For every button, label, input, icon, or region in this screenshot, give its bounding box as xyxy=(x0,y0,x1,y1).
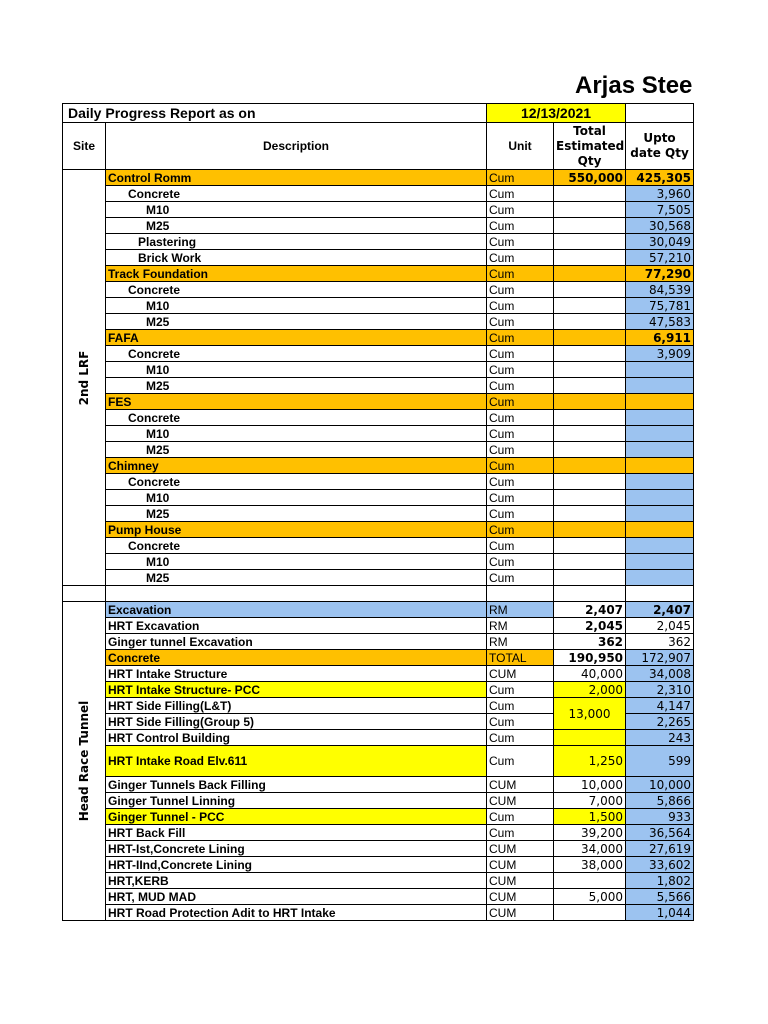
row-upto: 36,564 xyxy=(626,825,694,841)
row-total xyxy=(554,186,626,202)
table-row xyxy=(63,282,694,298)
row-description: HRT Control Building xyxy=(106,730,487,746)
table-row xyxy=(63,378,694,394)
table-row xyxy=(63,298,694,314)
row-unit: Cum xyxy=(487,506,554,522)
row-total: 362 xyxy=(554,634,626,650)
row-unit: Cum xyxy=(487,202,554,218)
row-upto xyxy=(626,394,694,410)
row-upto: 5,866 xyxy=(626,793,694,809)
row-unit: Cum xyxy=(487,538,554,554)
table-row xyxy=(63,394,694,410)
row-description: HRT Back Fill xyxy=(106,825,487,841)
row-description: Control Romm xyxy=(106,170,487,186)
row-upto: 77,290 xyxy=(626,266,694,282)
progress-table xyxy=(62,103,694,921)
row-total xyxy=(554,266,626,282)
row-upto: 2,310 xyxy=(626,682,694,698)
row-description: Brick Work xyxy=(106,250,487,266)
row-upto: 5,566 xyxy=(626,889,694,905)
row-total xyxy=(554,234,626,250)
table-row xyxy=(63,905,694,921)
row-total xyxy=(554,554,626,570)
row-upto: 2,045 xyxy=(626,618,694,634)
table-row xyxy=(63,873,694,889)
row-upto: 172,907 xyxy=(626,650,694,666)
site-label-text: Head Race Tunnel xyxy=(77,700,91,822)
table-row xyxy=(63,841,694,857)
row-total xyxy=(554,426,626,442)
row-upto: 10,000 xyxy=(626,777,694,793)
row-total: 13,000 xyxy=(554,698,626,730)
table-row xyxy=(63,682,694,698)
header-total-estimated: Total Estimated Qty xyxy=(554,123,626,170)
row-upto xyxy=(626,426,694,442)
row-total: 190,950 xyxy=(554,650,626,666)
row-upto: 75,781 xyxy=(626,298,694,314)
table-row xyxy=(63,362,694,378)
row-upto: 425,305 xyxy=(626,170,694,186)
row-total: 10,000 xyxy=(554,777,626,793)
row-upto: 599 xyxy=(626,746,694,777)
row-unit: Cum xyxy=(487,442,554,458)
row-upto: 33,602 xyxy=(626,857,694,873)
row-unit: CUM xyxy=(487,889,554,905)
row-upto xyxy=(626,490,694,506)
table-row xyxy=(63,490,694,506)
row-description: HRT Side Filling(L&T) xyxy=(106,698,487,714)
row-description: FAFA xyxy=(106,330,487,346)
table-row xyxy=(63,330,694,346)
row-unit: Cum xyxy=(487,522,554,538)
row-description: HRT Excavation xyxy=(106,618,487,634)
row-total: 2,407 xyxy=(554,602,626,618)
row-total: 34,000 xyxy=(554,841,626,857)
row-upto: 933 xyxy=(626,809,694,825)
row-description: Ginger tunnel Excavation xyxy=(106,634,487,650)
row-total xyxy=(554,730,626,746)
row-upto: 84,539 xyxy=(626,282,694,298)
table-row xyxy=(63,506,694,522)
row-upto: 57,210 xyxy=(626,250,694,266)
row-upto: 2,265 xyxy=(626,714,694,730)
table-row xyxy=(63,538,694,554)
row-description: Ginger Tunnel - PCC xyxy=(106,809,487,825)
row-total xyxy=(554,298,626,314)
row-total xyxy=(554,202,626,218)
row-upto: 30,049 xyxy=(626,234,694,250)
row-description: Concrete xyxy=(106,186,487,202)
table-row xyxy=(63,570,694,586)
spacer-row xyxy=(63,586,694,602)
table-row xyxy=(63,825,694,841)
table-row xyxy=(63,602,694,618)
row-total: 7,000 xyxy=(554,793,626,809)
table-row xyxy=(63,522,694,538)
row-unit: Cum xyxy=(487,314,554,330)
row-total xyxy=(554,394,626,410)
row-unit: Cum xyxy=(487,730,554,746)
table-row xyxy=(63,730,694,746)
row-total xyxy=(554,474,626,490)
row-upto: 7,505 xyxy=(626,202,694,218)
header-unit: Unit xyxy=(487,123,554,170)
row-description: Plastering xyxy=(106,234,487,250)
row-total xyxy=(554,522,626,538)
report-date: 12/13/2021 xyxy=(487,104,626,123)
table-row xyxy=(63,234,694,250)
row-upto xyxy=(626,410,694,426)
table-row xyxy=(63,346,694,362)
row-upto: 6,911 xyxy=(626,330,694,346)
table-row xyxy=(63,554,694,570)
row-total xyxy=(554,218,626,234)
row-description: HRT Intake Structure- PCC xyxy=(106,682,487,698)
header-site: Site xyxy=(63,123,106,170)
row-total: 1,500 xyxy=(554,809,626,825)
table-row xyxy=(63,666,694,682)
row-total xyxy=(554,490,626,506)
row-unit: CUM xyxy=(487,873,554,889)
row-description: M25 xyxy=(106,314,487,330)
row-upto: 30,568 xyxy=(626,218,694,234)
row-unit: Cum xyxy=(487,362,554,378)
row-description: Concrete xyxy=(106,346,487,362)
report-title: Daily Progress Report as on xyxy=(63,104,487,123)
row-upto: 3,909 xyxy=(626,346,694,362)
row-description: Concrete xyxy=(106,410,487,426)
row-upto: 27,619 xyxy=(626,841,694,857)
row-unit: Cum xyxy=(487,682,554,698)
row-unit: CUM xyxy=(487,793,554,809)
row-total: 2,000 xyxy=(554,682,626,698)
row-upto: 1,802 xyxy=(626,873,694,889)
row-description: Ginger Tunnels Back Filling xyxy=(106,777,487,793)
row-unit: Cum xyxy=(487,490,554,506)
row-upto: 34,008 xyxy=(626,666,694,682)
table-row xyxy=(63,170,694,186)
row-unit: RM xyxy=(487,634,554,650)
table-row xyxy=(63,218,694,234)
row-description: M10 xyxy=(106,554,487,570)
row-unit: Cum xyxy=(487,554,554,570)
row-total xyxy=(554,330,626,346)
row-total: 2,045 xyxy=(554,618,626,634)
table-row xyxy=(63,266,694,282)
row-total: 38,000 xyxy=(554,857,626,873)
row-upto: 2,407 xyxy=(626,602,694,618)
table-row xyxy=(63,809,694,825)
table-row xyxy=(63,650,694,666)
row-unit: Cum xyxy=(487,458,554,474)
row-total xyxy=(554,506,626,522)
table-row xyxy=(63,474,694,490)
row-unit: Cum xyxy=(487,330,554,346)
row-unit: Cum xyxy=(487,266,554,282)
table-row xyxy=(63,634,694,650)
row-description: Concrete xyxy=(106,474,487,490)
table-row xyxy=(63,442,694,458)
row-description: FES xyxy=(106,394,487,410)
report-title-row xyxy=(63,104,694,123)
row-unit: CUM xyxy=(487,777,554,793)
row-description: HRT, MUD MAD xyxy=(106,889,487,905)
row-description: Pump House xyxy=(106,522,487,538)
row-description: Excavation xyxy=(106,602,487,618)
row-total: 39,200 xyxy=(554,825,626,841)
row-unit: Cum xyxy=(487,570,554,586)
row-unit: CUM xyxy=(487,666,554,682)
site-label-lrf xyxy=(63,170,106,586)
row-total xyxy=(554,378,626,394)
row-upto xyxy=(626,442,694,458)
row-unit: Cum xyxy=(487,746,554,777)
row-upto: 4,147 xyxy=(626,698,694,714)
row-description: Track Foundation xyxy=(106,266,487,282)
row-description: HRT Intake Structure xyxy=(106,666,487,682)
row-unit: Cum xyxy=(487,186,554,202)
header-description: Description xyxy=(106,123,487,170)
row-unit: TOTAL xyxy=(487,650,554,666)
row-total: 1,250 xyxy=(554,746,626,777)
header-upto-date: Upto date Qty xyxy=(626,123,694,170)
row-unit: Cum xyxy=(487,298,554,314)
site-label-text: 2nd LRF xyxy=(77,350,91,405)
row-description: M10 xyxy=(106,362,487,378)
row-upto xyxy=(626,378,694,394)
table-row xyxy=(63,202,694,218)
row-total xyxy=(554,346,626,362)
table-row xyxy=(63,793,694,809)
table-row xyxy=(63,426,694,442)
row-unit: Cum xyxy=(487,378,554,394)
row-unit: Cum xyxy=(487,426,554,442)
row-unit: Cum xyxy=(487,698,554,714)
row-upto: 243 xyxy=(626,730,694,746)
site-label-hrt xyxy=(63,602,106,921)
row-description: M25 xyxy=(106,378,487,394)
row-description: M25 xyxy=(106,506,487,522)
row-total: 40,000 xyxy=(554,666,626,682)
row-unit: Cum xyxy=(487,394,554,410)
row-unit: RM xyxy=(487,602,554,618)
row-unit: Cum xyxy=(487,250,554,266)
row-description: Chimney xyxy=(106,458,487,474)
table-row xyxy=(63,458,694,474)
row-total xyxy=(554,873,626,889)
table-row xyxy=(63,250,694,266)
row-upto xyxy=(626,458,694,474)
table-row xyxy=(63,410,694,426)
row-total xyxy=(554,410,626,426)
row-total: 550,000 xyxy=(554,170,626,186)
row-unit: Cum xyxy=(487,170,554,186)
row-description: M10 xyxy=(106,298,487,314)
row-total xyxy=(554,538,626,554)
row-upto: 1,044 xyxy=(626,905,694,921)
row-upto xyxy=(626,554,694,570)
row-total xyxy=(554,570,626,586)
row-total xyxy=(554,905,626,921)
row-description: HRT Side Filling(Group 5) xyxy=(106,714,487,730)
row-description: M25 xyxy=(106,570,487,586)
row-description: Concrete xyxy=(106,282,487,298)
row-description: M25 xyxy=(106,442,487,458)
table-row xyxy=(63,186,694,202)
row-description: HRT-Ist,Concrete Lining xyxy=(106,841,487,857)
row-upto xyxy=(626,474,694,490)
row-total xyxy=(554,314,626,330)
table-row xyxy=(63,746,694,777)
row-description: M10 xyxy=(106,426,487,442)
table-row xyxy=(63,889,694,905)
row-upto xyxy=(626,362,694,378)
row-unit: RM xyxy=(487,618,554,634)
row-description: M10 xyxy=(106,202,487,218)
row-description: M10 xyxy=(106,490,487,506)
row-description: Concrete xyxy=(106,538,487,554)
row-upto: 47,583 xyxy=(626,314,694,330)
row-description: M25 xyxy=(106,218,487,234)
row-total xyxy=(554,442,626,458)
row-description: Ginger Tunnel Linning xyxy=(106,793,487,809)
row-total xyxy=(554,250,626,266)
row-upto xyxy=(626,506,694,522)
row-unit: Cum xyxy=(487,346,554,362)
table-row xyxy=(63,698,694,714)
row-unit: CUM xyxy=(487,857,554,873)
row-unit: CUM xyxy=(487,905,554,921)
row-upto xyxy=(626,522,694,538)
row-description: HRT,KERB xyxy=(106,873,487,889)
row-unit: Cum xyxy=(487,714,554,730)
table-row xyxy=(63,618,694,634)
row-unit: Cum xyxy=(487,218,554,234)
row-upto: 362 xyxy=(626,634,694,650)
row-unit: Cum xyxy=(487,234,554,250)
header-row xyxy=(63,123,694,170)
row-total xyxy=(554,282,626,298)
row-description: HRT Road Protection Adit to HRT Intake xyxy=(106,905,487,921)
row-total xyxy=(554,458,626,474)
table-row xyxy=(63,314,694,330)
row-unit: Cum xyxy=(487,825,554,841)
row-unit: Cum xyxy=(487,282,554,298)
row-upto xyxy=(626,570,694,586)
row-description: HRT-IInd,Concrete Lining xyxy=(106,857,487,873)
row-total: 5,000 xyxy=(554,889,626,905)
row-upto: 3,960 xyxy=(626,186,694,202)
table-row xyxy=(63,777,694,793)
row-unit: CUM xyxy=(487,841,554,857)
row-unit: Cum xyxy=(487,809,554,825)
row-description: Concrete xyxy=(106,650,487,666)
row-total xyxy=(554,362,626,378)
row-description: HRT Intake Road Elv.611 xyxy=(106,746,487,777)
row-upto xyxy=(626,538,694,554)
company-title: Arjas Stee xyxy=(575,72,693,99)
row-unit: Cum xyxy=(487,474,554,490)
table-row xyxy=(63,857,694,873)
row-unit: Cum xyxy=(487,410,554,426)
